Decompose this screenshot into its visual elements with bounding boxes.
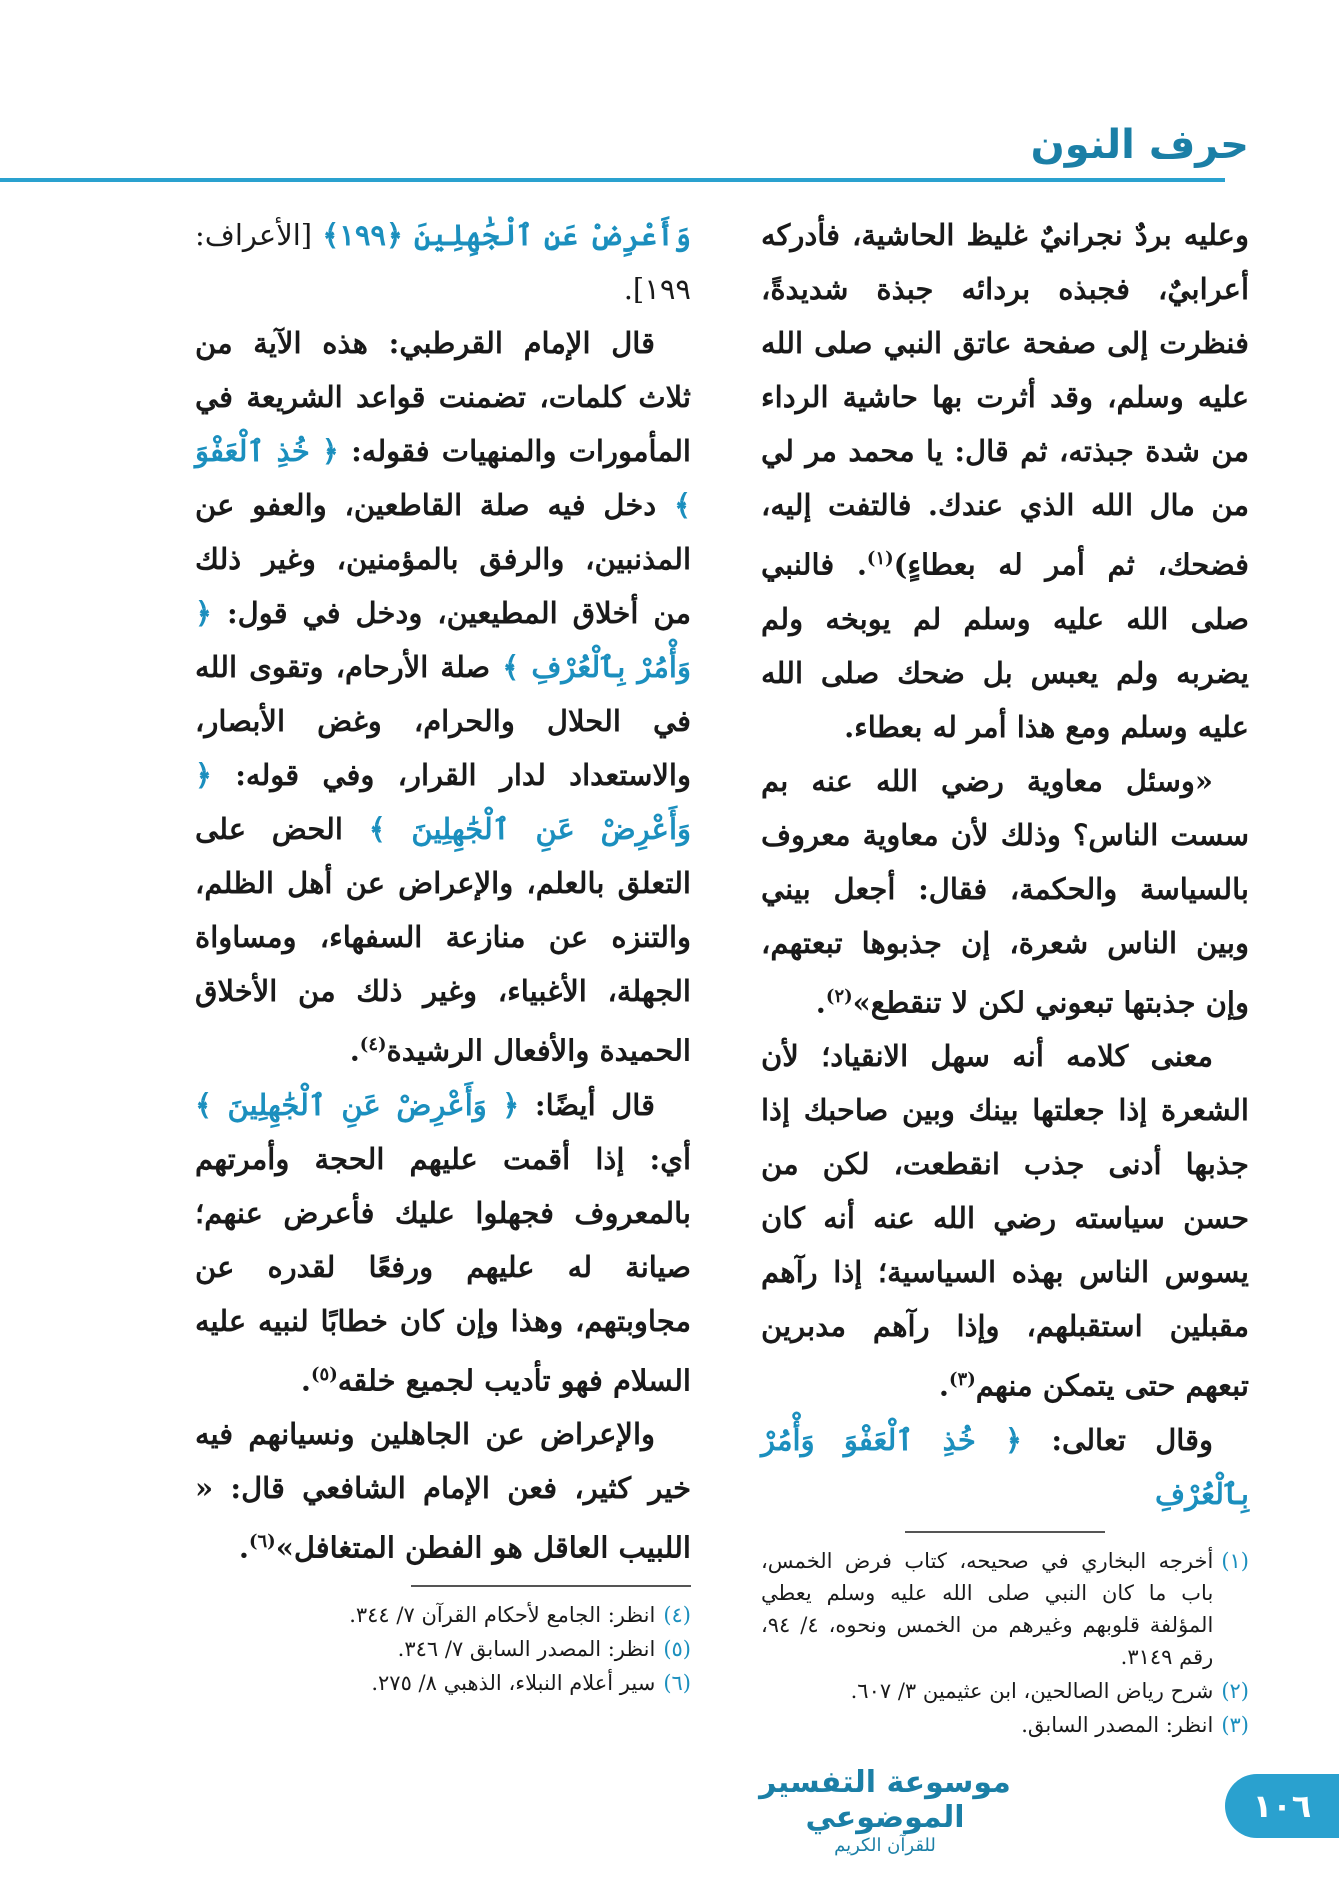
footnote-ref-4: (٤) xyxy=(359,1034,387,1055)
quran-verse: ﴿ خُذِ ٱلْعَفْوَ وَأْمُرْ بِٱلْعُرْفِ xyxy=(761,1422,1249,1511)
footnote-number: (١) xyxy=(1221,1548,1249,1573)
paragraph-text: الحض على التعلق بالعلم، والإعراض عن أهل الظلم، والتنزه عن منازعة السفهاء، ومساواة الجهلة، الأغبياء، وغير ذلك من الأخلاق الحميدة والأفعال الرشيدة xyxy=(195,812,691,1068)
paragraph-text: . xyxy=(300,1363,312,1398)
footnote xyxy=(195,1667,691,1699)
paragraph-text: . فالنبي صلى الله عليه وسلم لم يوبخه ولم يضربه ولم يعبس بل ضحك صلى الله عليه وسلم ومع هذا أمر له بعطاء. xyxy=(761,547,1249,744)
footnote-ref-6: (٦) xyxy=(248,1531,276,1553)
paragraph-qurtubi xyxy=(195,316,691,1078)
footnotes xyxy=(195,1599,691,1699)
book-subtitle: للقرآن الكريم xyxy=(834,1835,936,1856)
paragraph-3 xyxy=(761,1029,1249,1413)
footnote xyxy=(761,1709,1249,1741)
paragraph-text: صلة الأرحام، وتقوى الله في الحلال والحرام، وغض الأبصار، والاستعداد لدار القرار، وفي قوله: xyxy=(195,650,691,792)
paragraph-text: أي: إذا أقمت عليهم الحجة وأمرتهم بالمعروف فجهلوا عليك فأعرض عنهم؛ صيانة له عليهم ورفعًا لقدره عن مجاوبتهم، وهذا وإن كان خطابًا لنبيه عليه السلام فهو تأديب لجميع خلقه xyxy=(195,1141,691,1398)
paragraph-text: دخل فيه صلة القاطعين، والعفو عن المذنبين، والرفق بالمؤمنين، وغير ذلك من أخلاق المطيعين، ودخل في قول: xyxy=(195,488,691,630)
footnote xyxy=(761,1675,1249,1707)
footnotes xyxy=(761,1545,1249,1741)
footnote-ref-5: (٥) xyxy=(311,1363,338,1385)
paragraph-text: . xyxy=(938,1368,950,1403)
footnote-number: (٥) xyxy=(663,1636,691,1661)
book-title-logo xyxy=(735,1765,1035,1856)
right-column xyxy=(761,208,1249,1743)
footnote xyxy=(195,1633,691,1665)
quran-verse: ﴿ وَأَعْرِضْ عَنِ ٱلْجَٰهِلِينَ ﴾ xyxy=(195,1087,520,1122)
left-column xyxy=(195,208,691,1701)
paragraph-text: والإعراض عن الجاهلين ونسيانهم فيه خير كثير، فعن الإمام الشافعي قال: « اللبيب العاقل هو الفطن المتغافل» xyxy=(195,1417,691,1565)
footnote-divider xyxy=(905,1531,1105,1533)
paragraph-text: . xyxy=(238,1530,249,1565)
paragraph-text: وقال تعالى: xyxy=(1051,1422,1213,1457)
verse-continuation xyxy=(195,208,691,316)
footnote-number: (٢) xyxy=(1221,1678,1249,1703)
quran-verse: ﴿ وَأْمُرْ بِٱلْعُرْفِ ﴾ xyxy=(195,596,691,684)
paragraph-4 xyxy=(761,1413,1249,1521)
verse-citation: [الأعراف: ١٩٩]. xyxy=(195,218,691,306)
footnote-text: سير أعلام النبلاء، الذهبي ٨/ ٢٧٥. xyxy=(371,1670,656,1695)
quran-verse: ﴿ وَأَعْرِضْ عَنِ ٱلْجَٰهِلِينَ ﴾ xyxy=(195,758,692,846)
footnote-text: انظر: المصدر السابق. xyxy=(1021,1712,1214,1737)
paragraph-shafii xyxy=(195,1407,691,1575)
page-header-title: حرف النون xyxy=(1030,122,1249,168)
footnote-ref-2: (٢) xyxy=(825,985,853,1007)
header-rule xyxy=(0,178,1225,182)
paragraph-text: قال أيضًا: xyxy=(534,1087,655,1122)
footnote-number: (٣) xyxy=(1221,1712,1249,1737)
footnote-text: انظر: الجامع لأحكام القرآن ٧/ ٣٤٤. xyxy=(349,1602,656,1627)
paragraph-1 xyxy=(761,208,1249,754)
footnote-number: (٦) xyxy=(663,1670,691,1695)
page-number: ١٠٦ xyxy=(1252,1787,1312,1825)
footnote-text: أخرجه البخاري في صحيحه، كتاب فرض الخمس، باب ما كان النبي صلى الله عليه وسلم يعطي المؤلفة قلوبهم وغيرهم من الخمس ونحوه، ٤/ ٩٤، رقم ٣١٤٩. xyxy=(761,1548,1214,1669)
footnote xyxy=(195,1599,691,1631)
paragraph-text: . xyxy=(349,1033,360,1068)
paragraph-text: معنى كلامه أنه سهل الانقياد؛ لأن الشعرة إذا جعلتها بينك وبين صاحبك إذا جذبها أدنى جذب انقطعت، لكن من حسن سياسته رضي الله عنه أنه كان يسوس الناس بهذه السياسية؛ إذا رآهم مقبلين استقبلهم، وإذا رآهم مدبرين تبعهم حتى يتمكن منهم xyxy=(761,1039,1249,1403)
quran-verse: وَأَعْرِضْ عَنِ ٱلْجَٰهِلِينَ ﴿١٩٩﴾ xyxy=(322,218,692,252)
book-title: موسوعة التفسير الموضوعي xyxy=(759,1765,1011,1835)
footnote-text: انظر: المصدر السابق ٧/ ٣٤٦. xyxy=(397,1636,656,1661)
paragraph-text: . xyxy=(815,985,826,1020)
paragraph-text: قال الإمام القرطبي: هذه الآية من ثلاث كلمات، تضمنت قواعد الشريعة في المأمورات والمنهيات فقوله: xyxy=(195,326,691,468)
footnote-number: (٤) xyxy=(663,1602,691,1627)
paragraph-2 xyxy=(761,754,1249,1030)
paragraph-text: «وسئل معاوية رضي الله عنه بم سست الناس؟ وذلك لأن معاوية معروف بالسياسة والحكمة، فقال: أجعل بيني وبين الناس شعرة، إن جذبوها تبعتهم، وإن جذبتها تبعوني لكن لا تنقطع» xyxy=(761,763,1249,1020)
paragraph-also xyxy=(195,1078,691,1408)
footnote-ref-1: (١) xyxy=(866,548,894,569)
page-number-badge xyxy=(1225,1774,1339,1838)
quran-verse: ﴿ خُذِ ٱلْعَفْوَ ﴾ xyxy=(195,434,691,522)
footnote xyxy=(761,1545,1249,1673)
paragraph-text: وعليه بردٌ نجرانيٌ غليظ الحاشية، فأدركه أعرابيٌ، فجبذه بردائه جبذة شديدةً، فنظرت إلى صفحة عاتق النبي صلى الله عليه وسلم، وقد أثرت بها حاشية الرداء من شدة جبذته، ثم قال: يا محمد مر لي من مال الله الذي عندك. فالتفت إليه، فضحك، ثم أمر له بعطاءٍ) xyxy=(761,218,1250,582)
footnote-text: شرح رياض الصالحين، ابن عثيمين ٣/ ٦٠٧. xyxy=(850,1678,1214,1703)
footnote-divider xyxy=(411,1585,691,1587)
footnote-ref-3: (٣) xyxy=(949,1369,976,1391)
